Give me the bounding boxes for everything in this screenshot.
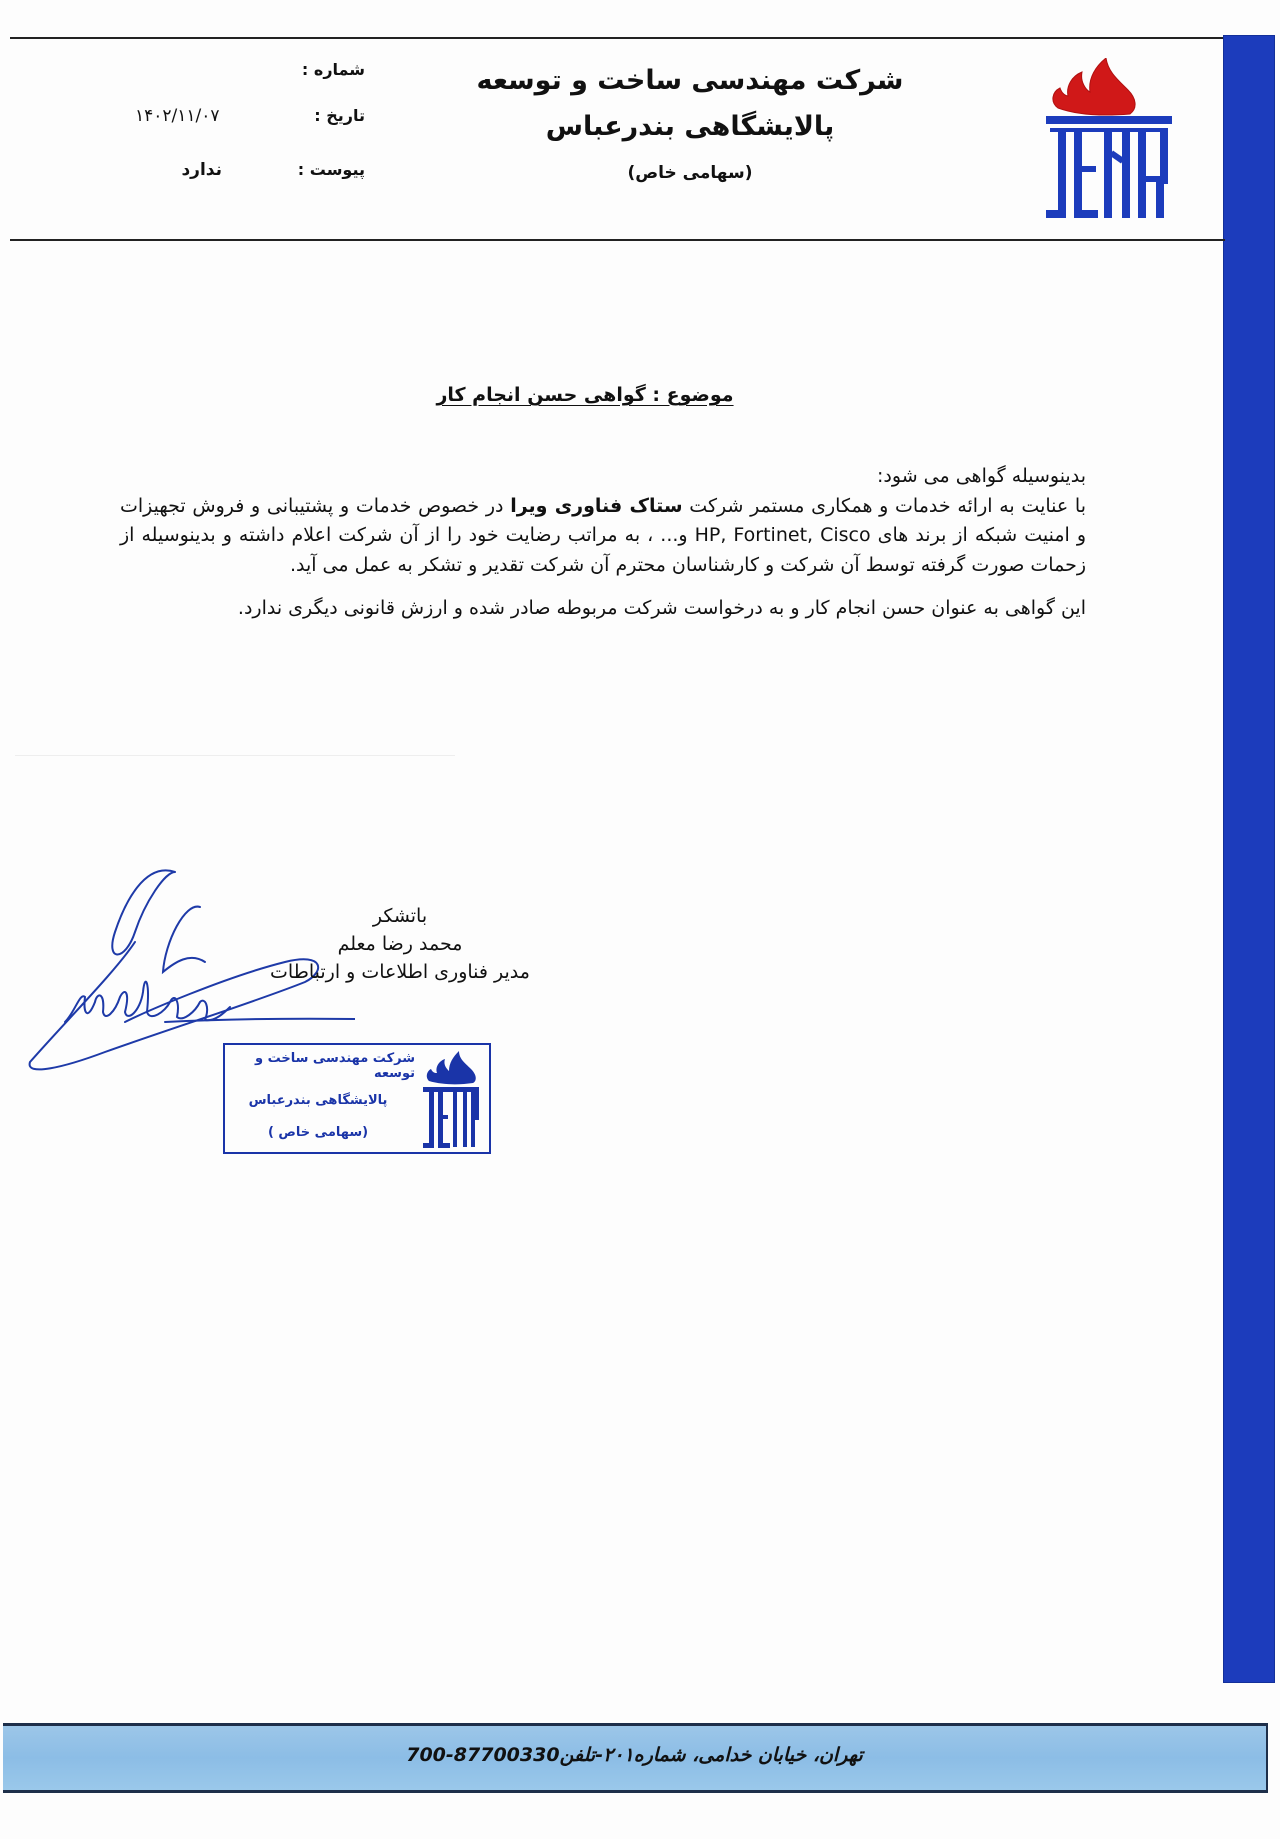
attachment-value: ندارد xyxy=(181,160,222,180)
company-name-line1: شرکت مهندسی ساخت و توسعه xyxy=(476,65,904,96)
signature-greeting: باتشکر xyxy=(372,905,428,927)
letter-date-label: تاریخ : xyxy=(314,106,365,125)
stamp-line2: پالایشگاهی بندرعباس xyxy=(248,1093,388,1108)
stamp-line1: شرکت مهندسی ساخت و توسعه xyxy=(254,1051,415,1081)
main-paragraph xyxy=(120,492,1086,581)
company-stamp xyxy=(223,1043,491,1154)
signatory-name: محمد رضا معلم xyxy=(337,933,463,955)
company-logo xyxy=(1046,58,1176,220)
signatory-title: مدیر فناوری اطلاعات و ارتباطات xyxy=(270,961,530,983)
header-bottom-rule xyxy=(10,239,1225,241)
company-name-line2: پالایشگاهی بندرعباس xyxy=(545,111,835,142)
subject-text: موضوع : گواهی حسن انجام کار xyxy=(436,384,734,406)
flame-icon xyxy=(1053,58,1135,115)
footer-address-band xyxy=(3,1723,1268,1793)
company-type: (سهامی خاص) xyxy=(627,163,753,183)
side-brand-bar xyxy=(1223,35,1275,1683)
letter-date-value: ۱۴۰۲/۱۱/۰۷ xyxy=(135,106,220,126)
signature-block xyxy=(240,902,560,986)
main-paragraph-part2: در خصوص خدمات و پشتیبانی و فروش تجهیزات و امنیت شبکه از برند های HP, Fortinet, Cisco و... ، به مراتب رضایت خود را از آن شرکت اعلام داشته و بدینوسیله از زحمات صورت گرفته توسط آن شرکت و کارشناسان محترم آن شرکت تقدیر و تشکر به عمل می آید. xyxy=(120,494,1086,576)
attachment-label: پیوست : xyxy=(297,160,365,179)
footer-address: تهران، خیابان خدامی، شماره۲۰۱-تلفن87700330-700 xyxy=(406,1744,863,1766)
company-title-block xyxy=(470,58,910,190)
faint-scan-line xyxy=(15,755,455,756)
letter-subject xyxy=(380,384,790,406)
stamp-line3: (سهامی خاص ) xyxy=(267,1125,369,1140)
stamp-logo-icon xyxy=(423,1051,481,1149)
intro-line: بدینوسیله گواهی می شود: xyxy=(877,465,1086,487)
closing-paragraph: این گواهی به عنوان حسن انجام کار و به درخواست شرکت مربوطه صادر شده و ارزش قانونی دیگری ندارد. xyxy=(237,597,1086,619)
logo-letters xyxy=(1046,116,1172,218)
letter-body xyxy=(120,462,1086,624)
vendor-company-name: ستاک فناوری ویرا xyxy=(510,494,683,517)
letter-number-label: شماره : xyxy=(301,60,365,79)
header-top-rule xyxy=(10,37,1225,39)
main-paragraph-part1: با عنایت به ارائه خدمات و همکاری مستمر شرکت xyxy=(682,494,1087,517)
logo-mark xyxy=(1046,58,1176,220)
